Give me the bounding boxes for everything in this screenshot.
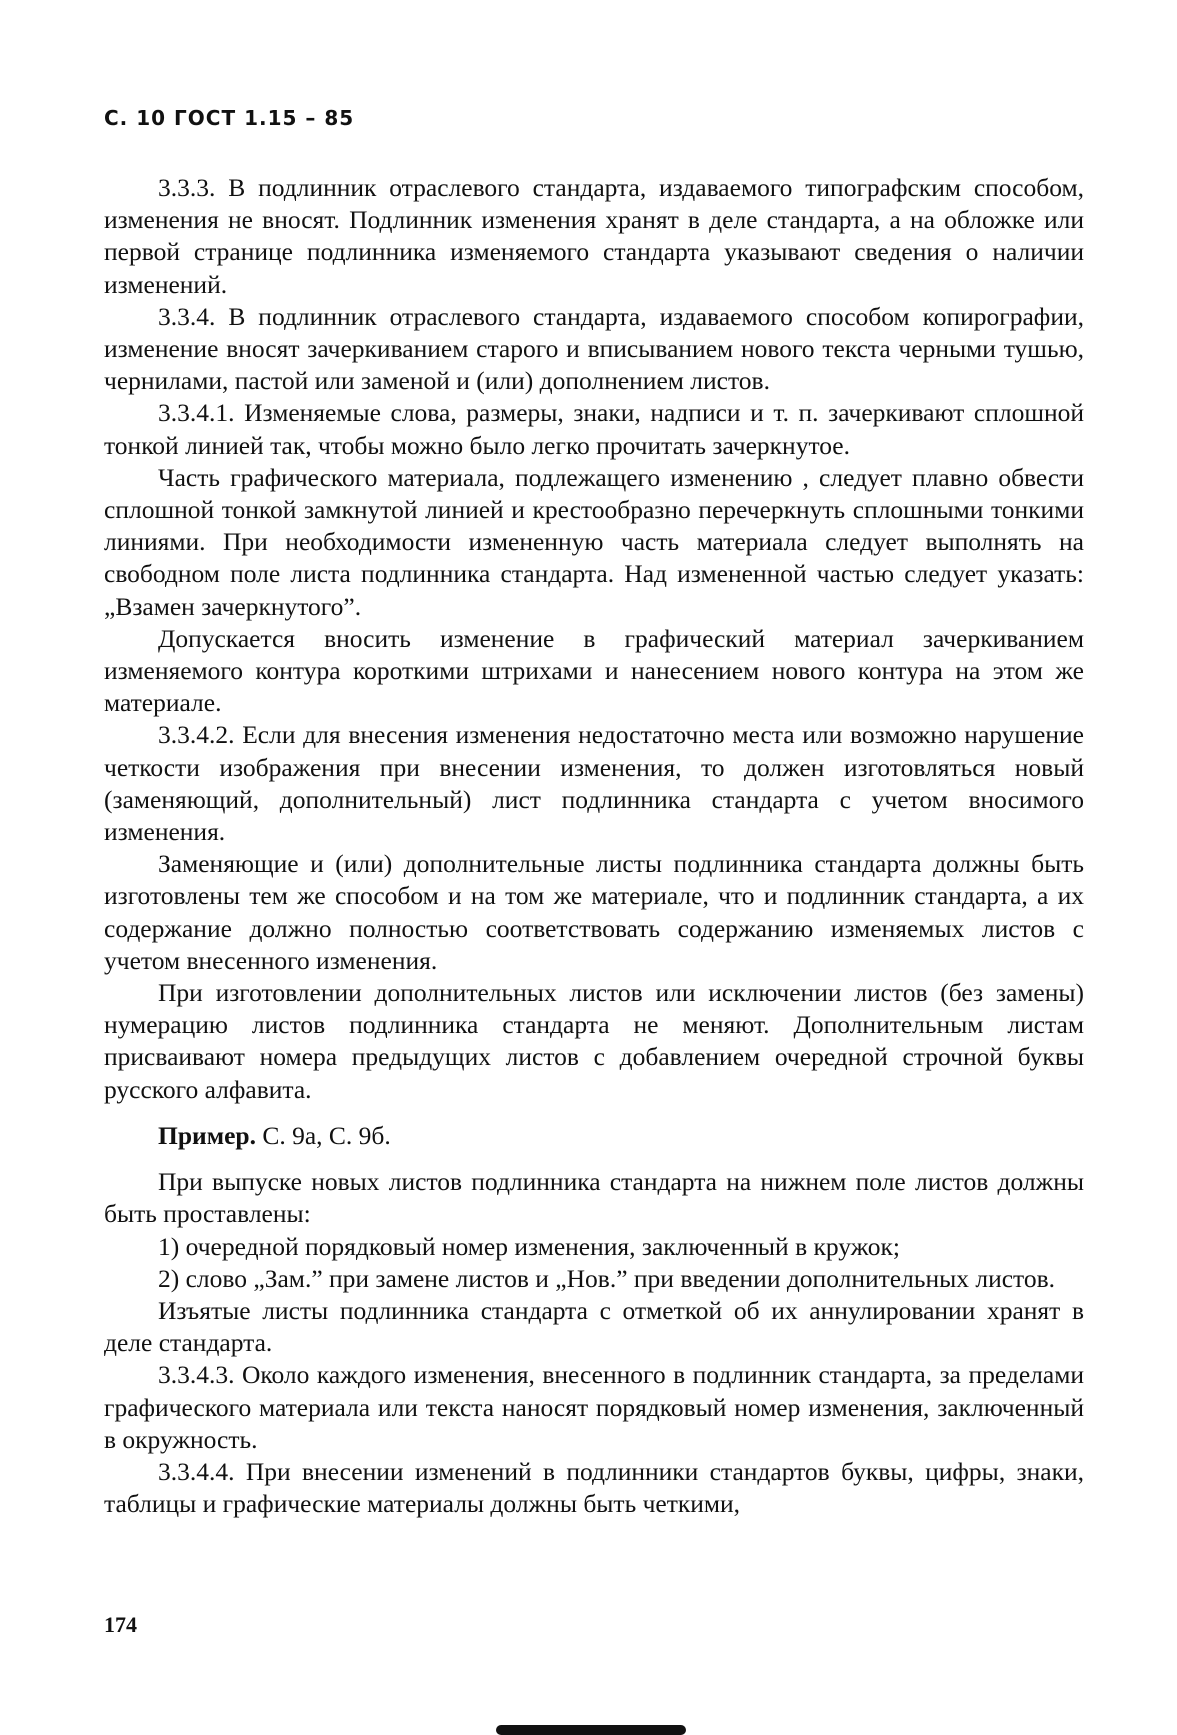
paragraph-sheet-numbering: При изготовлении дополнительных листов или исключении листов (без замены) нумерацию листов подлинника стандарта не меняют. Дополнительным листам присваивают номера предыдущих листов с добавлением очередной строчной буквы русского алфавита.: [104, 978, 1084, 1104]
example-line: [104, 1120, 1084, 1152]
paragraph-3-3-4-1: 3.3.4.1. Изменяемые слова, размеры, знаки, надписи и т. п. зачеркивают сплошной тонкой линией так, чтобы можно было легко прочитать зачеркнутое.: [104, 398, 1084, 460]
example-label: Пример.: [158, 1120, 256, 1150]
paragraph-3-3-4: 3.3.4. В подлинник отраслевого стандарта, издаваемого способом копирографии, изменение вносят зачеркиванием старого и вписыванием нового текста черными тушью, чернилами, пастой или заменой и (или) дополнением листов.: [104, 301, 1084, 396]
paragraph-contour-change: Допускается вносить изменение в графический материал зачеркиванием изменяемого контура короткими штрихами и нанесением нового контура на этом же материале.: [104, 623, 1084, 718]
list-item-1: 1) очередной порядковый номер изменения, заключенный в кружок;: [158, 1231, 900, 1261]
paragraph-new-sheets: При выпуске новых листов подлинника стандарта на нижнем поле листов должны быть проставлены:: [104, 1167, 1084, 1229]
list-item-2: 2) слово „Зам.” при замене листов и „Нов.” при введении дополнительных листов.: [158, 1263, 1056, 1293]
scroll-indicator[interactable]: [496, 1725, 686, 1735]
paragraph-3-3-4-2: 3.3.4.2. Если для внесения изменения недостаточно места или возможно нарушение четкости изображения при внесении изменения, то должен изготовляться новый (заменяющий, дополнительный) лист подлинника стандарта с учетом вносимого изменения.: [104, 720, 1084, 847]
document-body: [104, 172, 1084, 1520]
paragraph-replacement-sheets: Заменяющие и (или) дополнительные листы подлинника стандарта должны быть изготовлены тем же способом и на том же материале, что и подлинник стандарта, а их содержание должно полностью соответствовать содержанию изменяемых листов с учетом внесенного изменения.: [104, 849, 1084, 975]
paragraph-3-3-4-3: 3.3.4.3. Около каждого изменения, внесенного в подлинник стандарта, за пределами графического материала или текста наносят порядковый номер изменения, заключенный в окружность.: [104, 1360, 1084, 1454]
example-text: С. 9а, С. 9б.: [255, 1120, 391, 1150]
page-number: 174: [104, 1612, 137, 1637]
page-header: С. 10 ГОСТ 1.15 – 85: [104, 106, 355, 130]
paragraph-3-3-3: 3.3.3. В подлинник отраслевого стандарта, издаваемого типографским способом, изменения не вносят. Подлинник изменения хранят в деле стандарта, а на обложке или первой странице подлинника изменяемого стандарта указывают сведения о наличии изменений.: [104, 173, 1084, 299]
paragraph-withdrawn-sheets: Изъятые листы подлинника стандарта с отметкой об их аннулировании хранят в деле стандарта.: [104, 1295, 1084, 1358]
paragraph-3-3-4-4: 3.3.4.4. При внесении изменений в подлинники стандартов буквы, цифры, знаки, таблицы и графические материалы должны быть четкими,: [104, 1456, 1084, 1519]
paragraph-graphic-material: Часть графического материала, подлежащего изменению , следует плавно обвести сплошной тонкой замкнутой линией и крестообразно перечеркнуть сплошными тонкими линиями. При необходимости измененную часть материала следует выполнять на свободном поле листа подлинника стандарта. Над измененной частью следует указать: „Взамен зачеркнутого”.: [104, 462, 1084, 621]
